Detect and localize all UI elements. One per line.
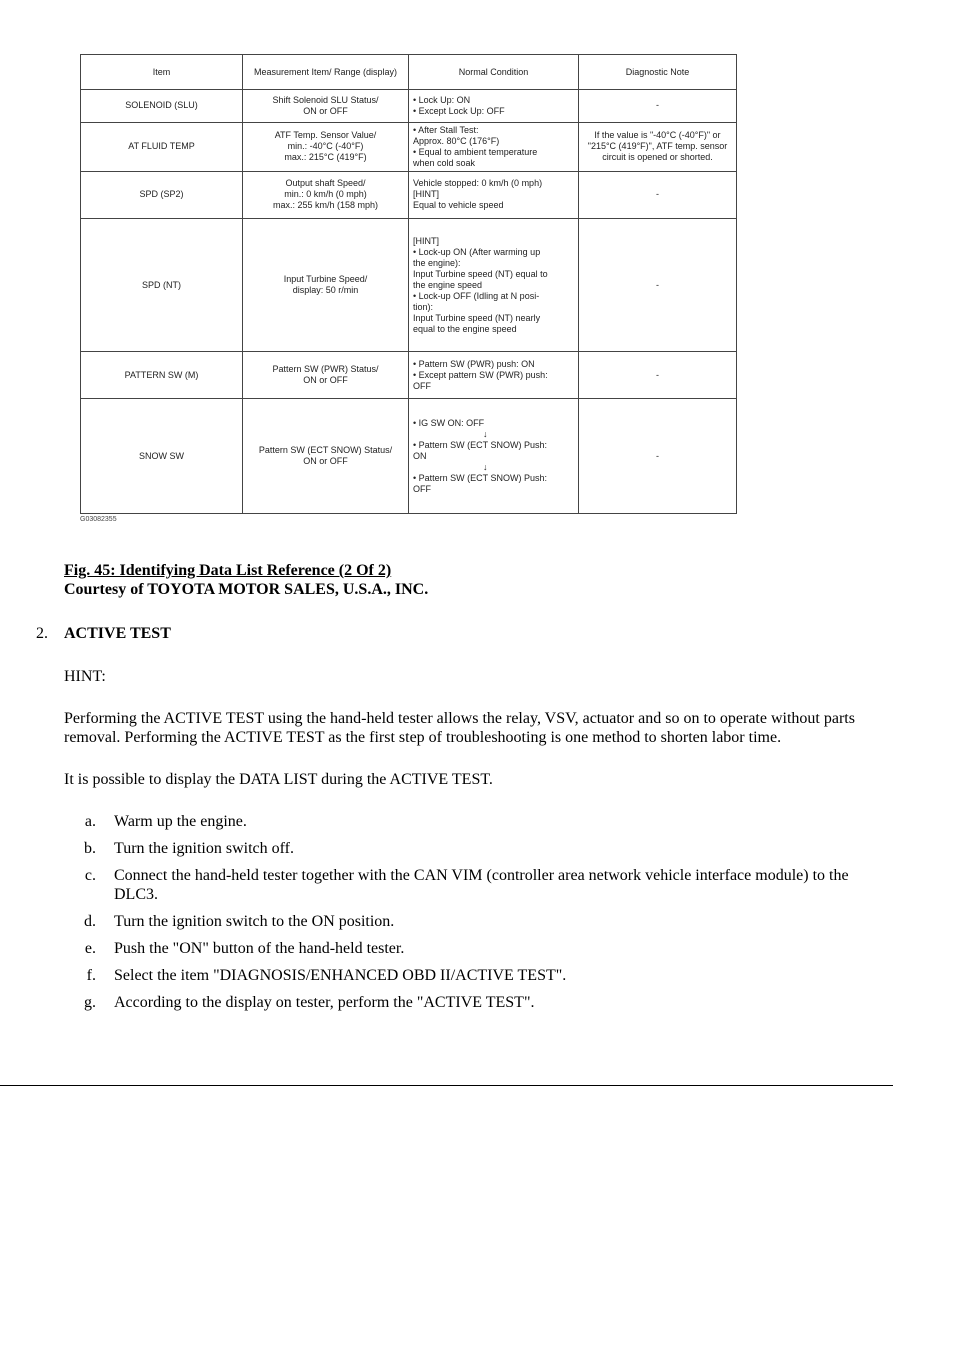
condition-line: ON (413, 450, 427, 461)
diagnostic-note-cell: - (579, 399, 737, 514)
measurement-cell (243, 219, 409, 352)
header-measurement: Measurement Item/ Range (display) (243, 55, 409, 90)
condition-line: • Pattern SW (PWR) push: ON (413, 358, 535, 369)
condition-line: • After Stall Test: (413, 124, 479, 135)
measurement-line: max.: 255 km/h (158 mph) (272, 200, 379, 211)
substep-item (64, 939, 894, 958)
substep-list (64, 812, 894, 1012)
table-row (81, 171, 737, 218)
condition-line: [HINT] (413, 189, 439, 200)
table-row (81, 90, 737, 123)
table-row (81, 219, 737, 352)
measurement-line: ON or OFF (303, 456, 348, 467)
measurement-cell (243, 171, 409, 218)
substep-letter: g. (84, 994, 96, 1011)
measurement-line: min.: 0 km/h (0 mph) (284, 189, 367, 200)
data-list-figure (80, 54, 736, 514)
condition-line: the engine speed (413, 279, 483, 290)
substep-item (64, 912, 894, 931)
condition-cell (409, 219, 579, 352)
condition-cell (409, 399, 579, 514)
measurement-line: Pattern SW (ECT SNOW) Status/ (258, 445, 393, 456)
down-arrow-icon: ↓ (483, 461, 488, 472)
measurement-line: display: 50 r/min (292, 285, 359, 296)
condition-line: • Except pattern SW (PWR) push: (413, 369, 548, 380)
figure-title: Fig. 45: Identifying Data List Reference (2 Of 2) (64, 562, 392, 579)
substep-letter: b. (84, 840, 96, 857)
table-body (81, 90, 737, 514)
measurement-line: Output shaft Speed/ (285, 178, 366, 189)
substep-letter: d. (84, 913, 96, 930)
diagnostic-note-cell: If the value is "-40°C (-40°F)" or "215°C (419°F)", ATF temp. sensor circuit is opened or shorted. (579, 122, 737, 171)
substep-text: Push the "ON" button of the hand-held tester. (114, 940, 405, 957)
table-header-row (81, 55, 737, 90)
substep-item (64, 866, 894, 904)
figure-id: G03082355 (80, 516, 117, 523)
condition-line: Vehicle stopped: 0 km/h (0 mph) (413, 178, 543, 189)
item-cell: SPD (SP2) (81, 171, 243, 218)
condition-line: • Pattern SW (ECT SNOW) Push: (413, 472, 548, 483)
substep-letter: c. (84, 867, 96, 884)
substep-text: Connect the hand-held tester together with the CAN VIM (controller area network vehicle interface module) to the DLC3. (114, 867, 849, 903)
condition-line: OFF (413, 483, 431, 494)
header-normal-condition: Normal Condition (409, 55, 579, 90)
condition-cell (409, 90, 579, 123)
item-cell: SPD (NT) (81, 219, 243, 352)
hint-label: HINT: (64, 668, 106, 685)
measurement-cell (243, 122, 409, 171)
condition-line: the engine): (413, 257, 461, 268)
measurement-line: Shift Solenoid SLU Status/ (272, 94, 379, 105)
measurement-line: ON or OFF (303, 375, 348, 386)
step-number: 2. (36, 625, 48, 642)
table-row (81, 122, 737, 171)
condition-line: [HINT] (413, 235, 439, 246)
condition-line: tion): (413, 301, 434, 312)
condition-cell (409, 122, 579, 171)
condition-line: • IG SW ON: OFF (413, 417, 485, 428)
condition-line: • Lock-up OFF (Idling at N posi- (413, 290, 540, 301)
measurement-cell (243, 352, 409, 399)
down-arrow-icon: ↓ (483, 428, 488, 439)
condition-line: • Except Lock Up: OFF (413, 105, 505, 116)
courtesy-line: Courtesy of TOYOTA MOTOR SALES, U.S.A., INC. (64, 581, 429, 598)
condition-line: when cold soak (413, 157, 476, 168)
measurement-line: ON or OFF (303, 105, 348, 116)
horizontal-rule (0, 1085, 893, 1086)
substep-text: Select the item "DIAGNOSIS/ENHANCED OBD II/ACTIVE TEST". (114, 967, 567, 984)
condition-line: • Equal to ambient temperature (413, 146, 538, 157)
item-cell: SNOW SW (81, 399, 243, 514)
substep-text: Turn the ignition switch to the ON position. (114, 913, 395, 930)
measurement-cell (243, 90, 409, 123)
paragraph-2: It is possible to display the DATA LIST during the ACTIVE TEST. (64, 771, 493, 788)
condition-line: Input Turbine speed (NT) nearly (413, 312, 541, 323)
substep-item (64, 993, 894, 1012)
measurement-line: min.: -40°C (-40°F) (287, 141, 364, 152)
condition-line: • Lock Up: ON (413, 94, 471, 105)
measurement-line: ATF Temp. Sensor Value/ (274, 130, 377, 141)
measurement-line: Input Turbine Speed/ (283, 274, 368, 285)
condition-line: Approx. 80°C (176°F) (413, 135, 500, 146)
header-item: Item (81, 55, 243, 90)
diagnostic-note-cell: - (579, 219, 737, 352)
item-cell: PATTERN SW (M) (81, 352, 243, 399)
diagnostic-note-cell: - (579, 90, 737, 123)
measurement-line: max.: 215°C (419°F) (284, 152, 367, 163)
data-list-table (80, 54, 737, 514)
figure-caption (64, 561, 428, 599)
step-heading (36, 624, 894, 643)
condition-line: • Pattern SW (ECT SNOW) Push: (413, 439, 548, 450)
substep-letter: e. (84, 940, 96, 957)
condition-line: Input Turbine speed (NT) equal to (413, 268, 548, 279)
condition-line: equal to the engine speed (413, 323, 517, 334)
condition-line: OFF (413, 380, 431, 391)
diagnostic-note-cell: - (579, 171, 737, 218)
diagnostic-note-cell: - (579, 352, 737, 399)
substep-text: Warm up the engine. (114, 813, 247, 830)
table-row (81, 352, 737, 399)
item-cell: AT FLUID TEMP (81, 122, 243, 171)
header-diagnostic-note: Diagnostic Note (579, 55, 737, 90)
substep-item (64, 812, 894, 831)
condition-line: Equal to vehicle speed (413, 200, 504, 211)
step-title: ACTIVE TEST (64, 625, 171, 642)
active-test-section (36, 624, 894, 1020)
substep-letter: f. (86, 967, 96, 984)
table-row (81, 399, 737, 514)
substep-item (64, 966, 894, 985)
substep-letter: a. (84, 813, 96, 830)
condition-cell (409, 171, 579, 218)
condition-line: • Lock-up ON (After warming up (413, 246, 541, 257)
measurement-line: Pattern SW (PWR) Status/ (272, 364, 379, 375)
substep-item (64, 839, 894, 858)
measurement-cell (243, 399, 409, 514)
substep-text: According to the display on tester, perform the "ACTIVE TEST". (114, 994, 535, 1011)
paragraph-1: Performing the ACTIVE TEST using the hand-held tester allows the relay, VSV, actuator and so on to operate without parts removal. Performing the ACTIVE TEST as the first step of troubleshooting is one method to shorten labor time. (64, 710, 855, 746)
substep-text: Turn the ignition switch off. (114, 840, 295, 857)
item-cell: SOLENOID (SLU) (81, 90, 243, 123)
condition-cell (409, 352, 579, 399)
